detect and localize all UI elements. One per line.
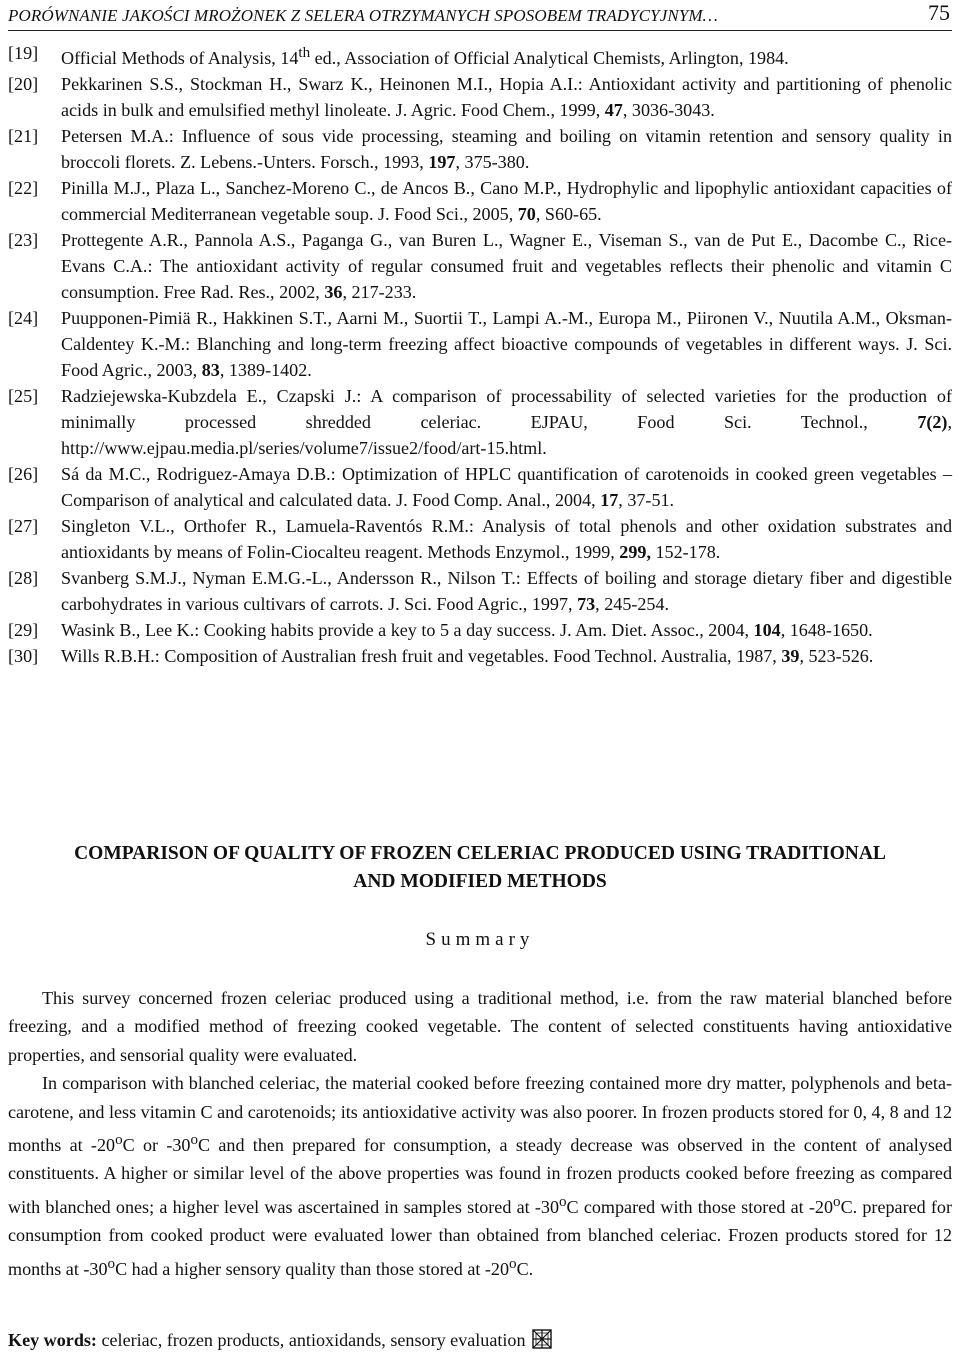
reference-text: Wills R.B.H.: Composition of Australian fresh fruit and vegetables. Food Technol. Australia, 1987, 39, 523-526. <box>61 646 874 667</box>
reference-text: Singleton V.L., Orthofer R., Lamuela-Raventós R.M.: Analysis of total phenols and other oxidation substrates and antioxidants by means of Folin-Ciocalteu reagent. Methods Enzymol., 1999, 299, 152-178. <box>61 516 952 563</box>
reference-number: [25] <box>8 386 39 407</box>
degree-mark: o <box>115 1132 123 1149</box>
volume-number: 70 <box>517 204 536 225</box>
volume-number: 17 <box>600 490 619 511</box>
volume-number: 47 <box>604 100 623 121</box>
reference-item <box>8 71 952 123</box>
reference-item <box>8 123 952 175</box>
reference-item <box>8 383 952 461</box>
reference-item <box>8 617 952 643</box>
reference-number: [24] <box>8 308 39 329</box>
reference-text: Petersen M.A.: Influence of sous vide processing, steaming and boiling on vitamin retention and sensory quality in broccoli florets. Z. Lebens.-Unters. Forsch., 1993, 197, 375-380. <box>61 126 952 173</box>
volume-number: 73 <box>577 594 596 615</box>
page-number: 75 <box>928 0 950 25</box>
degree-mark: o <box>559 1193 567 1210</box>
end-of-article-icon <box>532 1329 552 1356</box>
reference-item <box>8 461 952 513</box>
volume-number: 36 <box>324 282 343 303</box>
reference-number: [26] <box>8 464 39 485</box>
keywords-label: Key words: <box>8 1330 97 1350</box>
reference-number: [23] <box>8 230 39 251</box>
reference-number: [20] <box>8 74 39 95</box>
reference-item <box>8 40 952 71</box>
english-title-line: AND MODIFIED METHODS <box>353 871 607 892</box>
reference-text: Prottegente A.R., Pannola A.S., Paganga G., van Buren L., Wagner E., Viseman S., van de Put E., Dacombe C., Rice-Evans C.A.: The antioxidant activity of regular consumed fruit and vegetables reflects their phenolic and vitamin C consumption. Free Rad. Res., 2002, 36, 217-233. <box>61 230 952 303</box>
summary-paragraph: In comparison with blanched celeriac, the material cooked before freezing contained more dry matter, polyphenols and beta-carotene, and less vitamin C and carotenoids; its antioxidative activity was also poorer. In frozen products stored for 0, 4, 8 and 12 months at -20$^o$C or -30$^o$C and then prepared for consumption, a steady decrease was observed in the content of analysed constituents. A higher or similar level of the above properties was found in frozen products cooked before freezing as compared with blanched ones; a higher level was ascertained in samples stored at -30$^o$C compared with those stored at -20$^o$C. prepared for consumption from cooked product were evaluated lower than obtained from blanched celeriac. Frozen products stored for 12 months at -30$^o$C had a higher sensory quality than those stored at -20$^o$C. <box>8 1073 952 1279</box>
reference-item <box>8 175 952 227</box>
volume-number: 197 <box>428 152 456 173</box>
reference-number: [27] <box>8 516 39 537</box>
english-title <box>0 840 960 896</box>
degree-mark: o <box>833 1193 841 1210</box>
running-header <box>8 0 952 31</box>
reference-text: Wasink B., Lee K.: Cooking habits provide a key to 5 a day success. J. Am. Diet. Assoc., 2004, 104, 1648-1650. <box>61 620 873 641</box>
reference-item <box>8 643 952 669</box>
reference-number: [29] <box>8 620 39 641</box>
keywords-text: celeriac, frozen products, antioxidands, sensory evaluation <box>96 1330 526 1350</box>
summary-paragraph: This survey concerned frozen celeriac produced using a traditional method, i.e. from the raw material blanched before freezing, and a modified method of freezing cooked vegetable. The content of selected constituents having antioxidative properties, and sensorial quality were evaluated. <box>8 988 952 1065</box>
reference-number: [28] <box>8 568 39 589</box>
volume-number: 83 <box>201 360 220 381</box>
reference-item <box>8 305 952 383</box>
reference-number: [22] <box>8 178 39 199</box>
reference-item <box>8 565 952 617</box>
reference-text: Official Methods of Analysis, 14th ed., Association of Official Analytical Chemists, Arlington, 1984. <box>61 45 789 69</box>
reference-text: Radziejewska-Kubzdela E., Czapski J.: A comparison of processability of selected varieties for the production of minimally processed shredded celeriac. EJPAU, Food Sci. Technol., 7(2), http://www.ejpau.media.pl/series/volume7/issue2/food/art-15.html. <box>61 386 952 459</box>
reference-number: [19] <box>8 43 39 63</box>
superscript: th <box>298 45 311 61</box>
volume-number: 104 <box>753 620 781 641</box>
reference-text: Pinilla M.J., Plaza L., Sanchez-Moreno C., de Ancos B., Cano M.P., Hydrophylic and lipophylic antioxidant capacities of commercial Mediterranean vegetable soup. J. Food Sci., 2005, 70, S60-65. <box>61 178 952 225</box>
summary-heading: Summary <box>425 929 535 950</box>
volume-number: 299, <box>619 542 651 563</box>
volume-number: 7(2) <box>917 412 948 433</box>
degree-mark: o <box>190 1132 199 1149</box>
reference-item <box>8 227 952 305</box>
english-title-line: COMPARISON OF QUALITY OF FROZEN CELERIAC PRODUCED USING TRADITIONAL <box>74 843 886 864</box>
volume-number: 39 <box>781 646 800 667</box>
reference-number: [30] <box>8 646 39 667</box>
reference-text: Svanberg S.M.J., Nyman E.M.G.-L., Andersson R., Nilson T.: Effects of boiling and storage dietary fiber and digestible carbohydrates in various cultivars of carrots. J. Sci. Food Agric., 1997, 73, 245-254. <box>61 568 952 615</box>
reference-list <box>8 40 952 669</box>
reference-item <box>8 513 952 565</box>
reference-number: [21] <box>8 126 39 147</box>
keywords-line <box>8 1327 952 1356</box>
degree-mark: o <box>107 1255 116 1272</box>
reference-text: Sá da M.C., Rodriguez-Amaya D.B.: Optimization of HPLC quantification of carotenoids in cooked green vegetables – Comparison of analytical and calculated data. J. Food Comp. Anal., 2004, 17, 37-51. <box>61 464 952 511</box>
reference-text: Puupponen-Pimiä R., Hakkinen S.T., Aarni M., Suortii T., Lampi A.-M., Europa M., Piironen V., Nuutila A.M., Oksman-Caldentey K.-M.: Blanching and long-term freezing affect bioactive compounds of vegetables in different ways. J. Sci. Food Agric., 2003, 83, 1389-1402. <box>61 308 952 381</box>
summary-body <box>8 984 952 1283</box>
degree-mark: o <box>509 1255 517 1272</box>
reference-text: Pekkarinen S.S., Stockman H., Swarz K., Heinonen M.I., Hopia A.I.: Antioxidant activity and partitioning of phenolic acids in bulk and emulsified methyl linoleate. J. Agric. Food Chem., 1999, 47, 3036-3043. <box>61 74 952 121</box>
running-title: PORÓWNANIE JAKOŚCI MROŻONEK Z SELERA OTRZYMANYCH SPOSOBEM TRADYCYJNYM… <box>8 6 718 25</box>
